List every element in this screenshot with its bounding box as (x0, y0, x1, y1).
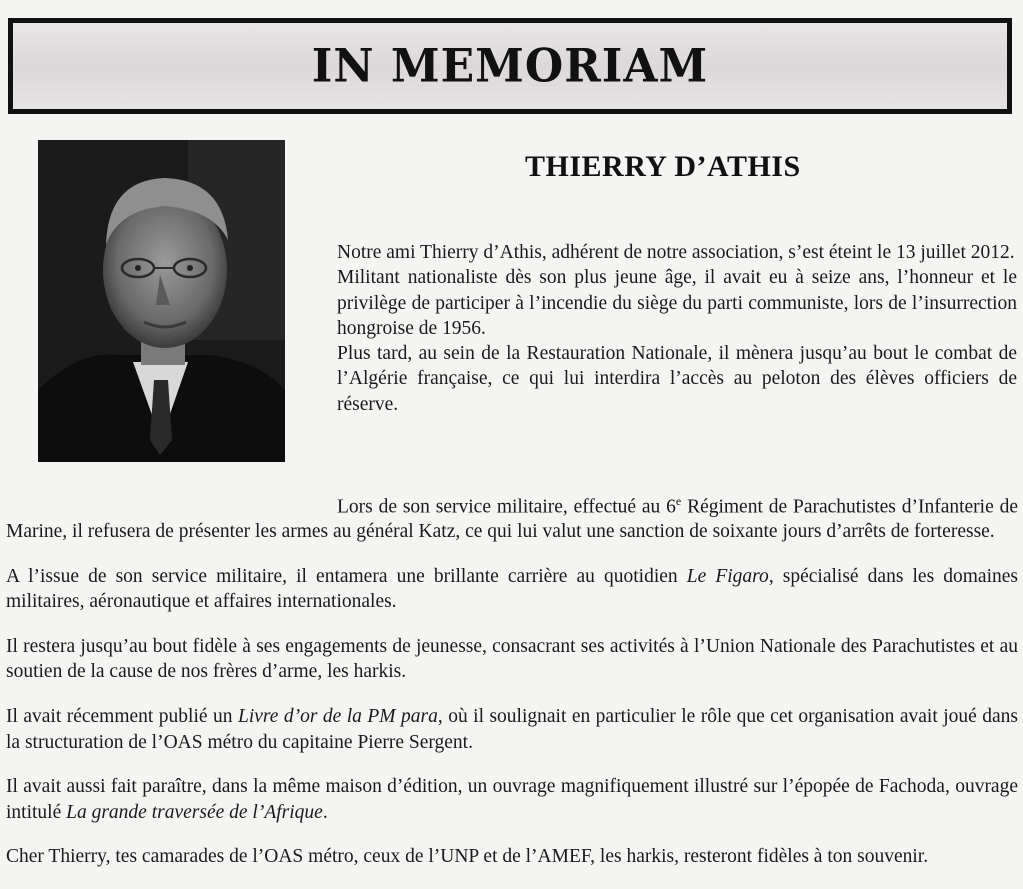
book1-text-before: Il avait récemment publié un (6, 706, 238, 728)
intro-paragraph: Notre ami Thierry d’Athis, adhérent de notre association, s’est éteint le 13 juillet 2012. (337, 242, 1015, 263)
person-name: THIERRY D’ATHIS (525, 150, 801, 183)
portrait-photo (38, 140, 285, 462)
book2-title: La grande traversée de l’Afrique (66, 801, 323, 823)
intro-paragraph: Militant nationaliste dès son plus jeune âge, il avait eu à seize ans, l’honneur et le privilège de participer à l’incendie du siège du parti communiste, lors de l’insurrection hongroise de 1956. (337, 267, 1017, 339)
newspaper-title: Le Figaro (686, 566, 769, 588)
fidelity-paragraph: Il restera jusqu’au bout fidèle à ses engagements de jeunesse, consacrant ses activités à l’Union Nationale des Parachutistes et au soutien de la cause de nos frères d’arme, les harkis. (6, 636, 1018, 683)
intro-text (337, 240, 1017, 417)
body-text (6, 469, 1018, 889)
book2-text-after: . (322, 801, 328, 823)
career-text-after: , spécialisé dans les domaines militaires, aéronautique et affaires internationales. (6, 566, 1018, 613)
career-paragraph (6, 564, 1018, 615)
book2-paragraph (6, 774, 1018, 825)
service-superscript: e (675, 493, 682, 508)
book1-text-after: , où il soulignait en particulier le rôle que cet organisation avait joué dans la structuration de l’OAS métro du capitaine Pierre Sergent. (6, 706, 1019, 753)
book1-title: Livre d’or de la PM para (237, 706, 438, 728)
service-text-after: Régiment de Parachutistes d’Infanterie de Marine, il refusera de présenter les armes au général Katz, ce qui lui valut une sanction de soixante jours d’arrêts de forteresse. (6, 496, 1018, 543)
service-text-before: Lors de son service militaire, effectué au 6 (337, 496, 676, 517)
intro-paragraph: Plus tard, au sein de la Restauration Nationale, il mènera jusqu’au bout le combat de l’Algérie française, ce qui lui interdira l’accès au peloton des élèves officiers de réserve. (337, 343, 1017, 415)
career-text-before: A l’issue de son service militaire, il entamera une brillante carrière au quotidien (6, 566, 687, 588)
book2-text-before: Il avait aussi fait paraître, dans la même maison d’édition, un ouvrage magnifiquement illustré sur l’épopée de Fachoda, ouvrage intitulé (6, 776, 1018, 823)
closing-paragraph: Cher Thierry, tes camarades de l’OAS métro, ceux de l’UNP et de l’AMEF, les harkis, resteront fidèles à ton souvenir. (6, 846, 929, 868)
service-paragraph (6, 489, 1018, 545)
header-banner (8, 18, 1012, 114)
banner-title: IN MEMORIAM (311, 39, 709, 93)
book1-paragraph (6, 704, 1018, 755)
